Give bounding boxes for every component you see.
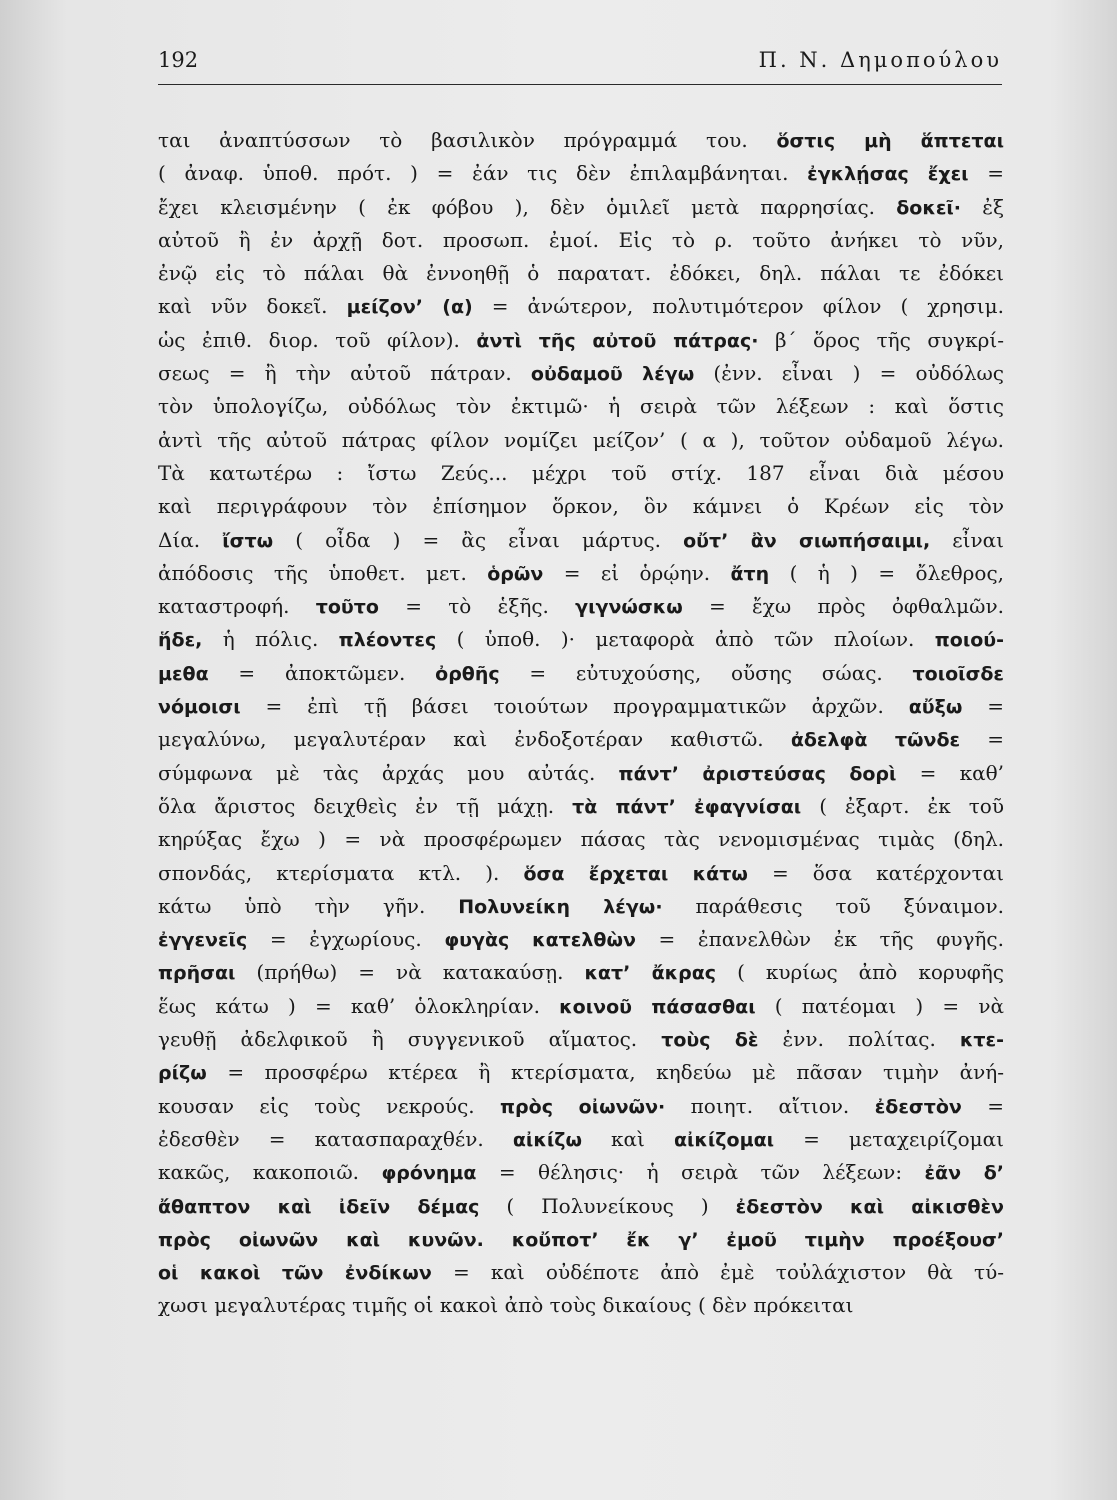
text-line xyxy=(158,1289,1004,1322)
text-line xyxy=(158,857,1004,890)
lemma-term: ἄτη xyxy=(730,562,770,585)
lemma-term: ἄθαπτον καὶ ἰδεῖν δέμας xyxy=(158,1195,480,1218)
gloss-text: ( ὑποθ. )· μεταφορὰ ἀπὸ τῶν πλοίων. xyxy=(436,627,935,652)
lemma-term: οὐδαμοῦ λέγω xyxy=(530,363,695,386)
text-line xyxy=(158,357,1004,390)
lemma-term: ἐδεστὸν xyxy=(874,1095,962,1118)
gloss-text: ὅλα ἄριστος δειχθεὶς ἐν τῇ μάχῃ. xyxy=(158,793,573,818)
gloss-text: ( κυρίως ἀπὸ κορυφῆς xyxy=(716,960,1004,985)
lemma-term: ἀδελφὰ τῶνδε xyxy=(790,729,961,752)
lemma-term: ὅστις μὴ ἅπτεται xyxy=(776,130,1004,152)
text-line xyxy=(158,623,1004,656)
lemma-term: δοκεῖ· xyxy=(896,196,962,219)
gloss-text: χωσι μεγαλυτέρας τιμῆς οἱ κακοὶ ἀπὸ τοὺς δικαίους ( δὲν πρόκειται xyxy=(158,1293,854,1318)
lemma-term: τοῦτο xyxy=(315,596,379,619)
gloss-text: (πρήθω) = νὰ κατακαύσῃ. xyxy=(235,960,585,985)
gloss-text: Τὰ κατωτέρω : ἴστω Ζεύς... μέχρι τοῦ στίχ. 187 εἶναι διὰ μέσου xyxy=(158,460,1004,485)
lemma-term: ἐᾶν δ’ xyxy=(924,1162,1004,1185)
gloss-text: = xyxy=(962,694,1004,719)
lemma-term: ὁρῶν xyxy=(487,562,544,585)
lemma-term: ρίζω xyxy=(158,1062,207,1085)
text-line xyxy=(158,557,1004,590)
text-line xyxy=(158,590,1004,623)
gloss-text: κουσαν εἰς τοὺς νεκρούς. xyxy=(158,1093,501,1118)
page-number: 192 xyxy=(158,48,199,72)
lemma-term: ἐδεστὸν καὶ αἰκισθὲν xyxy=(735,1195,1004,1218)
text-line xyxy=(158,490,1004,523)
lemma-term: ἀντὶ τῆς αὐτοῦ πάτρας· xyxy=(476,329,759,352)
gloss-text: = ἐπανελθὼν ἐκ τῆς φυγῆς. xyxy=(635,927,1004,952)
lemma-term: νόμοισι xyxy=(158,696,241,719)
gloss-text: β΄ ὅρος τῆς συγκρί- xyxy=(758,327,1004,352)
lemma-term: Πολυνείκη λέγω· xyxy=(458,895,663,918)
lemma-term: ἐγγενεῖς xyxy=(158,929,248,952)
text-line xyxy=(158,723,1004,756)
lemma-term: αὔξω xyxy=(908,696,963,719)
gloss-text: ( ἐξαρτ. ἐκ τοῦ xyxy=(801,793,1004,818)
gloss-text: σύμφωνα μὲ τὰς ἀρχάς μου αὐτάς. xyxy=(158,760,619,785)
text-line xyxy=(158,823,1004,856)
lemma-term: γιγνώσκω xyxy=(575,596,683,619)
gloss-text: ἕως κάτω ) = καθ’ ὁλοκληρίαν. xyxy=(158,993,560,1018)
gloss-text: = ὅσα κατέρχονται xyxy=(747,860,1004,885)
gloss-text: καταστροφή. xyxy=(158,594,316,619)
lemma-term: πρὸς οἰωνῶν καὶ κυνῶν. κοὔποτ’ ἔκ γ’ ἐμοῦ τιμὴν προέξουσ’ xyxy=(158,1228,1004,1251)
lemma-term: αἰκίζω xyxy=(512,1128,582,1151)
text-line xyxy=(158,124,1004,157)
text-line xyxy=(158,1156,1004,1189)
gloss-text: αὐτοῦ ἢ ἐν ἀρχῇ δοτ. προσωπ. ἐμοί. Εἰς τὸ ρ. τοῦτο ἀνήκει τὸ νῦν, xyxy=(158,227,1004,252)
lemma-term: τοιοῖσδε xyxy=(912,662,1004,685)
gloss-text: γευθῇ ἀδελφικοῦ ἢ συγγενικοῦ αἵματος. xyxy=(158,1027,662,1052)
text-line xyxy=(158,790,1004,823)
gloss-text: = xyxy=(961,1093,1004,1118)
gloss-text: ἔχει κλεισμένην ( ἐκ φόβου ), δὲν ὁμιλεῖ μετὰ παρρησίας. xyxy=(158,194,897,219)
gloss-text: σεως = ἢ τὴν αὐτοῦ πάτραν. xyxy=(158,361,531,386)
gloss-text: Δία. xyxy=(158,527,223,552)
lemma-term: οὔτ’ ἂν σιωπήσαιμι, xyxy=(683,529,931,552)
lemma-term: κατ’ ἄκρας xyxy=(584,962,717,985)
lemma-term: ποιού- xyxy=(934,629,1004,652)
lemma-term: πλέοντες xyxy=(338,629,437,652)
text-line xyxy=(158,457,1004,490)
gloss-text: ( οἶδα ) = ἂς εἶναι μάρτυς. xyxy=(273,527,684,552)
text-line xyxy=(158,1190,1004,1223)
gloss-text: = καθ’ xyxy=(896,760,1004,785)
gloss-text: κηρύξας ἔχω ) = νὰ προσφέρωμεν πάσας τὰς νενομισμένας τιμὰς (δηλ. xyxy=(158,827,1004,852)
gloss-text: ἐνῷ εἰς τὸ πάλαι θὰ ἐννοηθῇ ὁ παρατατ. ἐδόκει, δηλ. πάλαι τε ἐδόκει xyxy=(158,261,1004,286)
lemma-term: φυγὰς κατελθὼν xyxy=(444,929,636,952)
text-line xyxy=(158,524,1004,557)
lemma-term: ἥδε, xyxy=(158,629,203,652)
gloss-text: εἶναι xyxy=(930,527,1004,552)
gloss-text: = ἔχω πρὸς ὀφθαλμῶν. xyxy=(682,594,1004,619)
gloss-text: σπονδάς, κτερίσματα κτλ. ). xyxy=(158,860,524,885)
lemma-term: τὰ πάντ’ ἐφαγνίσαι xyxy=(572,795,802,818)
text-line xyxy=(158,923,1004,956)
text-line xyxy=(158,1256,1004,1289)
running-head: Π. Ν. Δημοπούλου xyxy=(758,48,1002,72)
lemma-term: ὅσα ἔρχεται κάτω xyxy=(523,862,748,885)
text-line xyxy=(158,1090,1004,1123)
text-line xyxy=(158,390,1004,423)
gloss-text: = καὶ οὐδέποτε ἀπὸ ἐμὲ τοὐλάχιστον θὰ τύ- xyxy=(431,1260,1004,1285)
text-line xyxy=(158,290,1004,323)
lemma-term: πρὸς οἰωνῶν· xyxy=(500,1095,666,1118)
text-line xyxy=(158,324,1004,357)
gloss-text: κάτω ὑπὸ τὴν γῆν. xyxy=(158,893,459,918)
text-line xyxy=(158,1123,1004,1156)
text-line xyxy=(158,1023,1004,1056)
text-line xyxy=(158,690,1004,723)
lemma-term: πρῆσαι xyxy=(158,962,236,985)
gloss-text: ἐνν. πολίτας. xyxy=(758,1027,960,1052)
gloss-text: ται ἀναπτύσσων τὸ βασιλικὸν πρόγραμμά του. xyxy=(158,128,777,152)
text-line xyxy=(158,990,1004,1023)
gloss-text: = θέλησις· ἡ σειρὰ τῶν λέξεων: xyxy=(476,1160,925,1185)
lemma-term: ἐγκλῄσας ἔχει xyxy=(807,163,969,186)
page-header xyxy=(158,44,1002,85)
gloss-text: ( ἀναφ. ὑποθ. πρότ. ) = ἐάν τις δὲν ἐπιλαμβάνηται. xyxy=(158,161,808,186)
gloss-text: = ἀποκτῶμεν. xyxy=(208,660,436,685)
gloss-text: ὡς ἐπιθ. διορ. τοῦ φίλον). xyxy=(158,327,477,352)
text-line xyxy=(158,1223,1004,1256)
gloss-text: ( ἡ ) = ὄλεθρος, xyxy=(769,560,1004,585)
lemma-term: ἴστω xyxy=(222,529,274,552)
lemma-term: πάντ’ ἀριστεύσας δορὶ xyxy=(618,762,897,785)
commentary-text xyxy=(158,124,1004,1323)
text-line xyxy=(158,191,1004,224)
gloss-text: (ἐνν. εἶναι ) = οὐδόλως xyxy=(694,361,1004,386)
gloss-text: = ἀνώτερον, πολυτιμότερον φίλον ( χρησιμ. xyxy=(472,294,1004,319)
gloss-text: τὸν ὑπολογίζω, οὐδόλως τὸν ἐκτιμῶ· ἡ σειρὰ τῶν λέξεων : καὶ ὅστις xyxy=(158,394,1004,419)
gloss-text: καὶ νῦν δοκεῖ. xyxy=(158,294,347,319)
gloss-text: καὶ xyxy=(581,1126,674,1151)
text-line xyxy=(158,1056,1004,1089)
text-line xyxy=(158,657,1004,690)
gloss-text: ἀπόδοσις τῆς ὑποθετ. μετ. xyxy=(158,560,488,585)
gloss-text: καὶ περιγράφουν τὸν ἐπίσημον ὅρκον, ὃν κάμνει ὁ Κρέων εἰς τὸν xyxy=(158,494,1004,519)
text-line xyxy=(158,424,1004,457)
gloss-text: κακῶς, κακοποιῶ. xyxy=(158,1160,382,1185)
gloss-text: ἐξ xyxy=(961,194,1004,219)
gloss-text: = ἐπὶ τῇ βάσει τοιούτων προγραμματικῶν ἀρχῶν. xyxy=(240,694,909,719)
text-line xyxy=(158,890,1004,923)
lemma-term: αἰκίζομαι xyxy=(673,1128,775,1151)
text-line xyxy=(158,257,1004,290)
gloss-text: = ἐγχωρίους. xyxy=(247,927,445,952)
gloss-text: ἐδεσθὲν = κατασπαραχθέν. xyxy=(158,1126,513,1151)
gloss-text: = εὐτυχούσης, οὔσης σώας. xyxy=(499,660,913,685)
gloss-text: ἀντὶ τῆς αὐτοῦ πάτρας φίλον νομίζει μείζον’ ( α ), τοῦτον οὐδαμοῦ λέγω. xyxy=(158,427,1004,452)
gloss-text: ποιητ. αἴτιον. xyxy=(665,1093,875,1118)
lemma-term: κτε- xyxy=(959,1029,1004,1052)
lemma-term: μείζον’ (α) xyxy=(346,296,473,319)
gloss-text: παράθεσις τοῦ ξύναιμον. xyxy=(662,893,1004,918)
lemma-term: κοινοῦ πάσασθαι xyxy=(559,995,756,1018)
text-line xyxy=(158,757,1004,790)
text-line xyxy=(158,956,1004,989)
text-line xyxy=(158,157,1004,190)
lemma-term: φρόνημα xyxy=(381,1162,477,1185)
gloss-text: = xyxy=(960,727,1004,752)
lemma-term: τοὺς δὲ xyxy=(661,1029,759,1052)
lemma-term: ὀρθῆς xyxy=(435,662,500,685)
gloss-text: = τὸ ἑξῆς. xyxy=(378,594,576,619)
text-line xyxy=(158,224,1004,257)
gloss-text: ( Πολυνείκους ) xyxy=(479,1193,736,1218)
gloss-text: μεγαλύνω, μεγαλυτέραν καὶ ἐνδοξοτέραν καθιστῶ. xyxy=(158,727,791,752)
gloss-text: ἡ πόλις. xyxy=(202,627,339,652)
lemma-term: οἱ κακοὶ τῶν ἐνδίκων xyxy=(158,1262,432,1285)
gloss-text: = εἰ ὁρῴην. xyxy=(543,560,731,585)
gloss-text: ( πατέομαι ) = νὰ xyxy=(755,993,1004,1018)
gloss-text: = xyxy=(968,161,1004,186)
lemma-term: μεθα xyxy=(158,662,209,685)
gloss-text: = προσφέρω κτέρεα ἢ κτερίσματα, κηδεύω μὲ πᾶσαν τιμὴν ἀνή- xyxy=(206,1060,1004,1085)
gloss-text: = μεταχειρίζομαι xyxy=(774,1126,1004,1151)
